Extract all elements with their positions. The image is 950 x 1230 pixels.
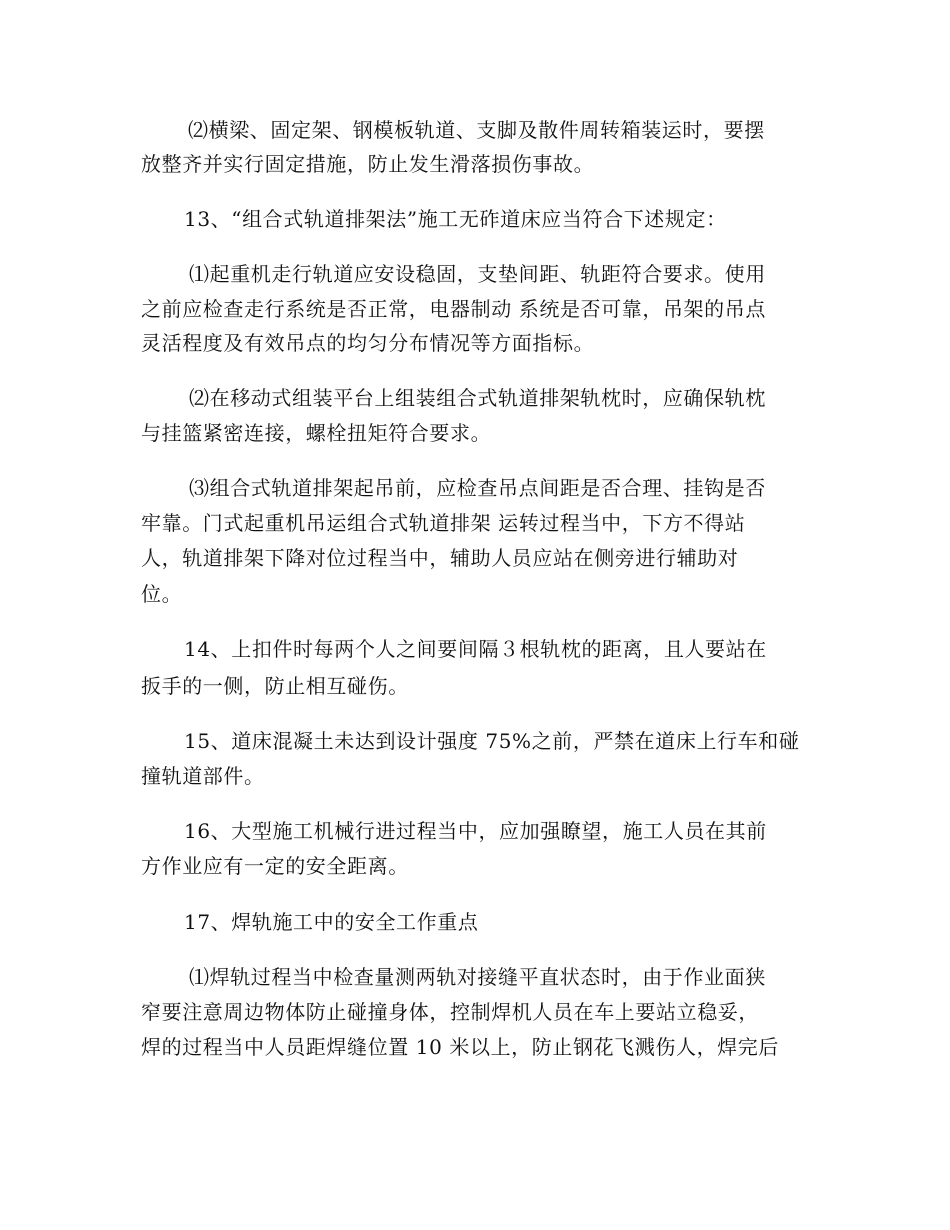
paragraph-line: 焊的过程当中人员距焊缝位置 10 米以上，防止钢花飞溅伤人，焊完后 <box>141 1035 779 1059</box>
paragraph-line: 17、焊轨施工中的安全工作重点 <box>184 910 479 934</box>
paragraph-line: 15、道床混凝土未达到设计强度 75%之前，严禁在道床上行车和碰 <box>184 729 800 753</box>
paragraph-line: 与挂篮紧密连接，螺栓扭矩符合要求。 <box>141 421 492 445</box>
paragraph-line: 牢靠。门式起重机吊运组合式轨道排架 运转过程当中，下方不得站 <box>141 511 746 535</box>
paragraph-line: 方作业应有一定的安全距离。 <box>141 854 409 878</box>
paragraph-line: 窄要注意周边物体防止碰撞身体，控制焊机人员在车上要站立稳妥， <box>141 1000 759 1024</box>
paragraph-line: 13、“组合式轨道排架法”施工无砟道床应当符合下述规定： <box>184 207 727 231</box>
paragraph-line: 之前应检查走行系统是否正常，电器制动 系统是否可靠，吊架的吊点 <box>141 297 766 321</box>
paragraph-line: 位。 <box>141 582 183 606</box>
paragraph-line: ⑴焊轨过程当中检查量测两轨对接缝平直状态时，由于作业面狭 <box>189 965 766 989</box>
paragraph-line: ⑵在移动式组装平台上组装组合式轨道排架轨枕时，应确保轨枕 <box>189 386 766 410</box>
paragraph-line: 人，轨道排架下降对位过程当中，辅助人员应站在侧旁进行辅助对 <box>141 546 739 570</box>
paragraph-line: 放整齐并实行固定措施，防止发生滑落损伤事故。 <box>141 152 595 176</box>
paragraph-line: 扳手的一侧，防止相互碰伤。 <box>141 674 409 698</box>
paragraph-line: 14、上扣件时每两个人之间要间隔３根轨枕的距离，且人要站在 <box>184 637 767 661</box>
paragraph-line: ⑵横梁、固定架、钢模板轨道、支脚及散件周转箱装运时，要摆 <box>188 118 765 142</box>
paragraph-line: ⑶组合式轨道排架起吊前，应检查吊点间距是否合理、挂钩是否 <box>189 476 766 500</box>
paragraph-line: ⑴起重机走行轨道应安设稳固，支垫间距、轨距符合要求。使用 <box>189 262 766 286</box>
paragraph-line: 灵活程度及有效吊点的均匀分布情况等方面指标。 <box>141 331 595 355</box>
paragraph-line: 撞轨道部件。 <box>141 764 265 788</box>
paragraph-line: 16、大型施工机械行进过程当中，应加强瞭望，施工人员在其前 <box>184 819 767 843</box>
